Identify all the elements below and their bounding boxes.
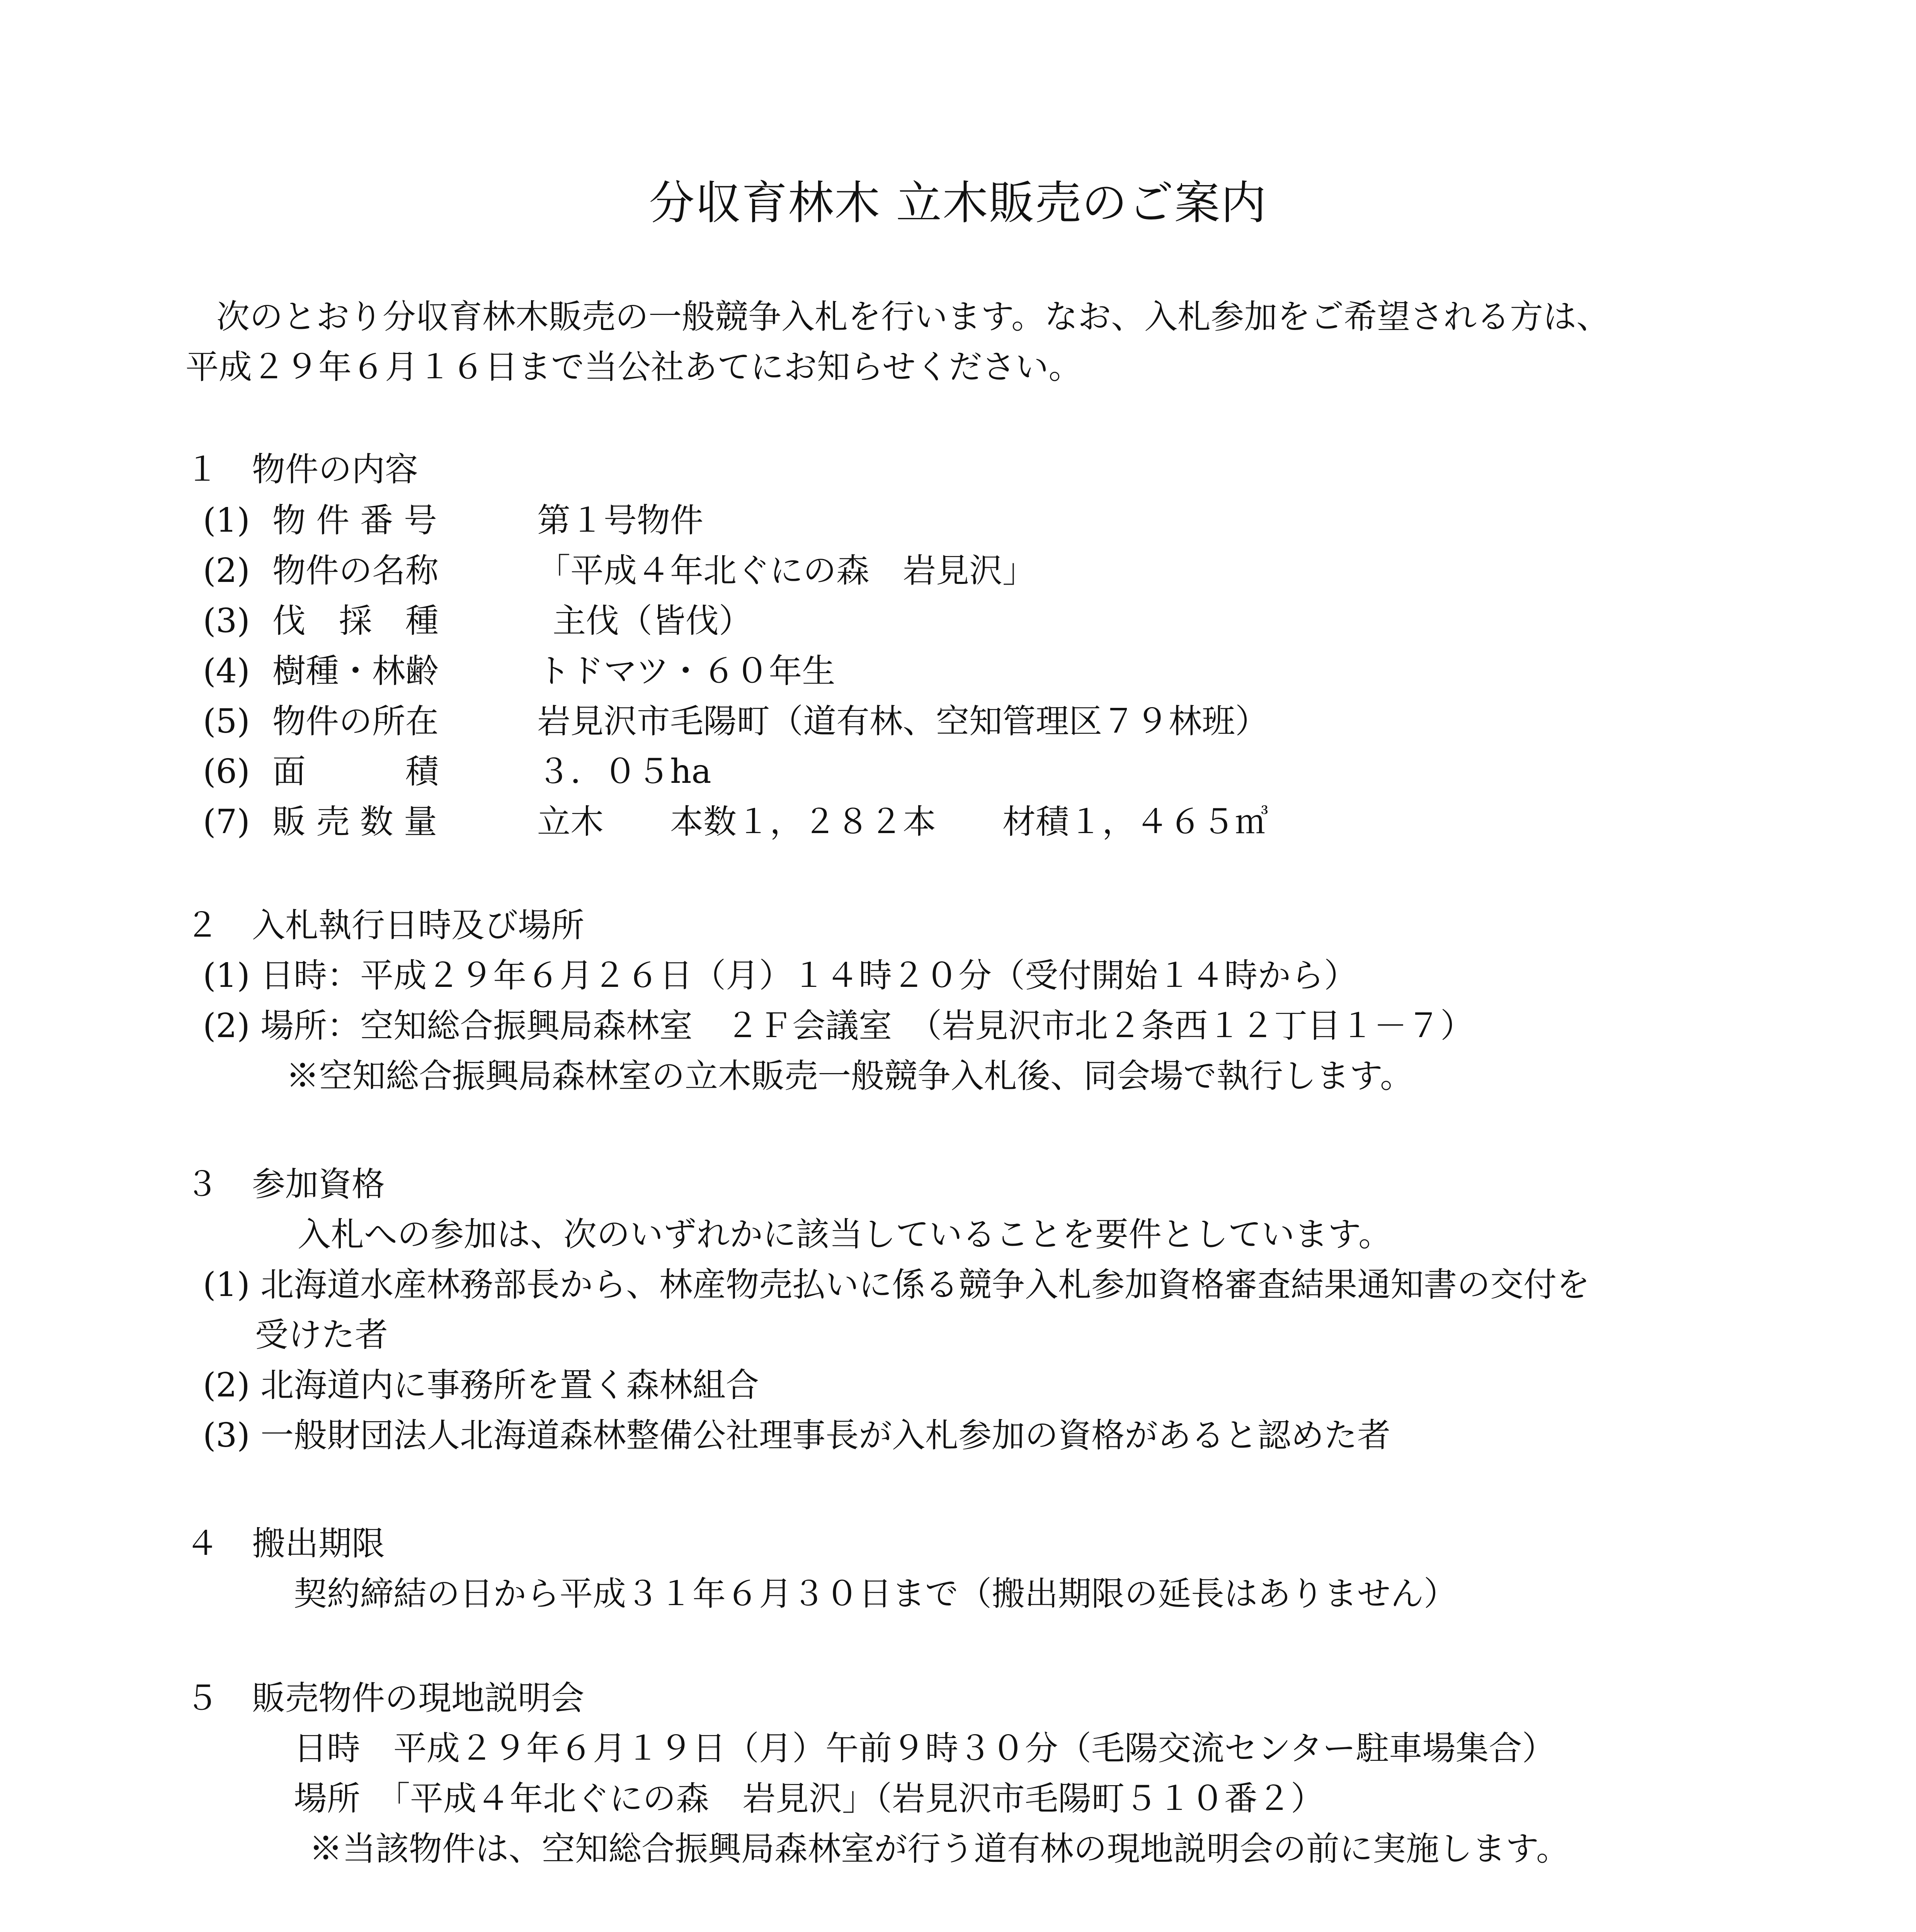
- item-6-number: (6): [203, 752, 250, 791]
- item-7-value: 立木 本数１，２８２本 材積１，４６５㎥: [537, 803, 1268, 841]
- item-5-number: (5): [203, 702, 250, 741]
- section-2-heading: ２ 入札執行日時及び場所: [185, 906, 584, 945]
- intro-line-1: 次のとおり分収育林木販売の一般競争入札を行います。なお、入札参加をご希望される方は、: [216, 298, 1610, 336]
- bid-datetime: (1) 日時：平成２９年６月２６日（月）１４時２０分（受付開始１４時から）: [203, 956, 1358, 995]
- qualification-item-1: (1) 北海道水産林務部長から、林産物売払いに係る競争入札参加資格審査結果通知書の交付を: [203, 1265, 1590, 1304]
- item-3-number: (3): [203, 602, 250, 640]
- item-5-value: 岩見沢市毛陽町（道有林、空知管理区７９林班）: [537, 702, 1268, 741]
- item-1-number: (1): [203, 501, 250, 540]
- intro-line-2: 平成２９年６月１６日まで当公社あてにお知らせください。: [185, 348, 1082, 386]
- section-3-heading: ３ 参加資格: [185, 1165, 385, 1204]
- item-7-label: 販 売 数 量: [272, 803, 437, 841]
- item-7-number: (7): [203, 803, 250, 841]
- removal-deadline: 契約締結の日から平成３１年６月３０日まで（搬出期限の延長はありません）: [294, 1575, 1457, 1613]
- section-5-heading: ５ 販売物件の現地説明会: [185, 1679, 584, 1718]
- item-2-number: (2): [203, 551, 250, 590]
- item-6-label: 面 積: [272, 752, 439, 791]
- site-briefing-note: ※当該物件は、空知総合振興局森林室が行う道有林の現地説明会の前に実施します。: [309, 1830, 1570, 1868]
- qualification-item-1-cont: 受けた者: [255, 1316, 388, 1354]
- item-5-label: 物件の所在: [272, 702, 439, 741]
- document-title: 分収育林木 立木販売のご案内: [649, 176, 1267, 230]
- section-4-heading: ４ 搬出期限: [185, 1524, 385, 1563]
- item-2-label: 物件の名称: [272, 551, 439, 590]
- bid-location: (2) 場所：空知総合振興局森林室 ２Ｆ会議室 （岩見沢市北２条西１２丁目１－７）: [203, 1007, 1474, 1045]
- qualification-item-3: (3) 一般財団法人北海道森林整備公社理事長が入札参加の資格があると認めた者: [203, 1416, 1391, 1455]
- qualification-item-2: (2) 北海道内に事務所を置く森林組合: [203, 1366, 759, 1405]
- qualification-lead: 入札への参加は、次のいずれかに該当していることを要件としています。: [298, 1215, 1392, 1254]
- item-1-value: 第１号物件: [537, 501, 703, 540]
- item-4-label: 樹種・林齢: [272, 652, 439, 690]
- item-4-value: トドマツ・６０年生: [537, 652, 835, 690]
- item-2-value: 「平成４年北ぐにの森 岩見沢」: [537, 551, 1036, 590]
- item-1-label: 物 件 番 号: [272, 501, 437, 540]
- bid-note: ※空知総合振興局森林室の立木販売一般競争入札後、同会場で執行します。: [286, 1057, 1414, 1095]
- item-3-value: 主伐（皆伐）: [553, 602, 752, 640]
- site-briefing-datetime: 日時 平成２９年６月１９日（月）午前９時３０分（毛陽交流センター駐車場集合）: [294, 1729, 1555, 1768]
- section-1-heading: １ 物件の内容: [185, 450, 418, 489]
- item-6-value: ３．０５ha: [537, 752, 711, 791]
- item-3-label: 伐 採 種: [272, 602, 439, 640]
- item-4-number: (4): [203, 652, 250, 690]
- site-briefing-location: 場所 「平成４年北ぐにの森 岩見沢」（岩見沢市毛陽町５１０番２）: [294, 1779, 1324, 1818]
